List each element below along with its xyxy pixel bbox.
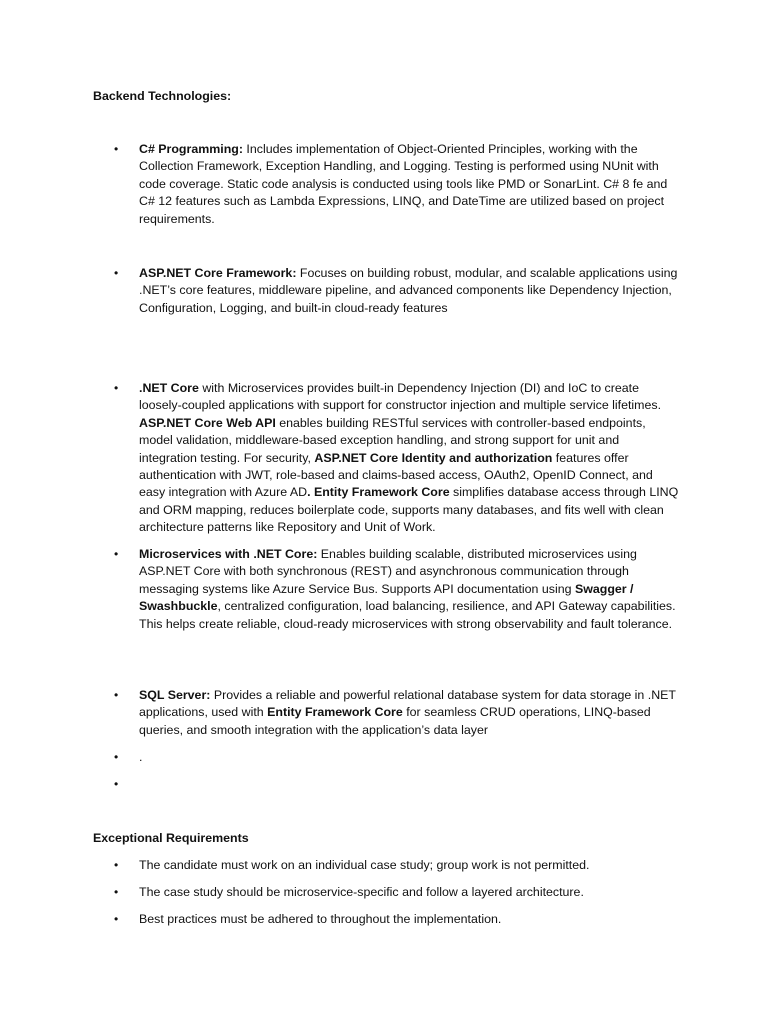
bold-text-segment: Microservices with .NET Core:: [139, 547, 318, 561]
bullet-icon: •: [114, 381, 119, 395]
bold-text-segment: ASP.NET Core Framework:: [139, 266, 297, 280]
bold-text-segment: ASP.NET Core Identity and authorization: [314, 450, 553, 465]
text-segment: Provides a reliable and powerful relational database system for data storage in .NET applications, used with: [139, 688, 676, 720]
text-segment: simplifies database access through LINQ and ORM mapping, reduces boilerplate code, supports many databases, and fits well with clean architecture patterns like Repository and Unit of Work.: [139, 485, 679, 535]
requirement-item-individual: [139, 857, 679, 874]
bullet-icon: •: [114, 912, 119, 926]
bold-text-segment: ASP.NET Core Web API: [139, 415, 276, 430]
text-segment: with Microservices provides built-in Dependency Injection (DI) and IoC to create loosely-coupled applications with support for constructor injection and multiple service lifetimes.: [139, 381, 662, 413]
requirement-item-layered: [139, 884, 679, 901]
bold-text-segment: .NET Core: [139, 381, 199, 395]
bullet-icon: •: [114, 750, 119, 764]
text-segment: The candidate must work on an individual case study; group work is not permitted.: [139, 858, 590, 872]
list-item-csharp: [139, 141, 679, 228]
bullet-icon: •: [114, 858, 119, 872]
bold-text-segment: Swagger / Swashbuckle: [139, 581, 634, 614]
bullet-icon: •: [114, 547, 119, 561]
text-segment: The case study should be microservice-specific and follow a layered architecture.: [139, 885, 584, 899]
bold-text-segment: . Entity Framework Core: [307, 485, 450, 500]
list-item-dotnet-core: [139, 380, 679, 537]
text-segment: enables building RESTful services with controller-based endpoints, model validation, middleware-based exception handling, and strong support for unit and integration testing. For security,: [139, 415, 646, 465]
text-segment: .: [139, 750, 143, 764]
text-segment: Focuses on building robust, modular, and scalable applications using .NET’s core features, middleware pipeline, and advanced components like Dependency Injection, Configuration, Logging, and built-in cloud-ready features: [139, 266, 678, 315]
text-segment: , centralized configuration, load balancing, resilience, and API Gateway capabilities. This helps create reliable, cloud-ready microservices with strong observability and fault tolerance.: [139, 599, 676, 631]
text-segment: for seamless CRUD operations, LINQ-based queries, and smooth integration with the application’s data layer: [139, 705, 651, 737]
bold-text-segment: C# Programming:: [139, 142, 243, 156]
bullet-icon: •: [114, 142, 119, 156]
text-segment: features offer authentication with JWT, role-based and claims-based access, OAuth2, OpenID Connect, and easy integration with Azure AD: [139, 450, 653, 500]
text-segment: Best practices must be adhered to throughout the implementation.: [139, 912, 502, 926]
list-item-aspnet-core: [139, 265, 679, 317]
bullet-icon: •: [114, 777, 119, 791]
bullet-icon: •: [114, 266, 119, 280]
bullet-icon: •: [114, 688, 119, 702]
list-item-sql-server: [139, 687, 679, 739]
bullet-icon: •: [114, 885, 119, 899]
text-segment: Includes implementation of Object-Oriented Principles, working with the Collection Framework, Exception Handling, and Logging. Testing is performed using NUnit with code coverage. Static code analysis is conducted using tools like PMD or SonarLint. C# 8 fe and C# 12 features such as Lambda Expressions, LINQ, and DateTime are utilized based on project requirements.: [139, 142, 668, 226]
backend-technologies-heading: Backend Technologies:: [93, 89, 232, 103]
exceptional-requirements-heading: Exceptional Requirements: [93, 831, 249, 845]
bold-text-segment: Entity Framework Core: [267, 705, 403, 720]
requirement-item-best-practices: [139, 911, 679, 928]
text-segment: Enables building scalable, distributed microservices using ASP.NET Core with both synchronous (REST) and asynchronous communication through messaging systems like Azure Service Bus. Supports API documentation using: [139, 547, 637, 596]
list-item-microservices: [139, 546, 679, 633]
bold-text-segment: SQL Server:: [139, 688, 211, 702]
list-item-period: [139, 749, 679, 766]
